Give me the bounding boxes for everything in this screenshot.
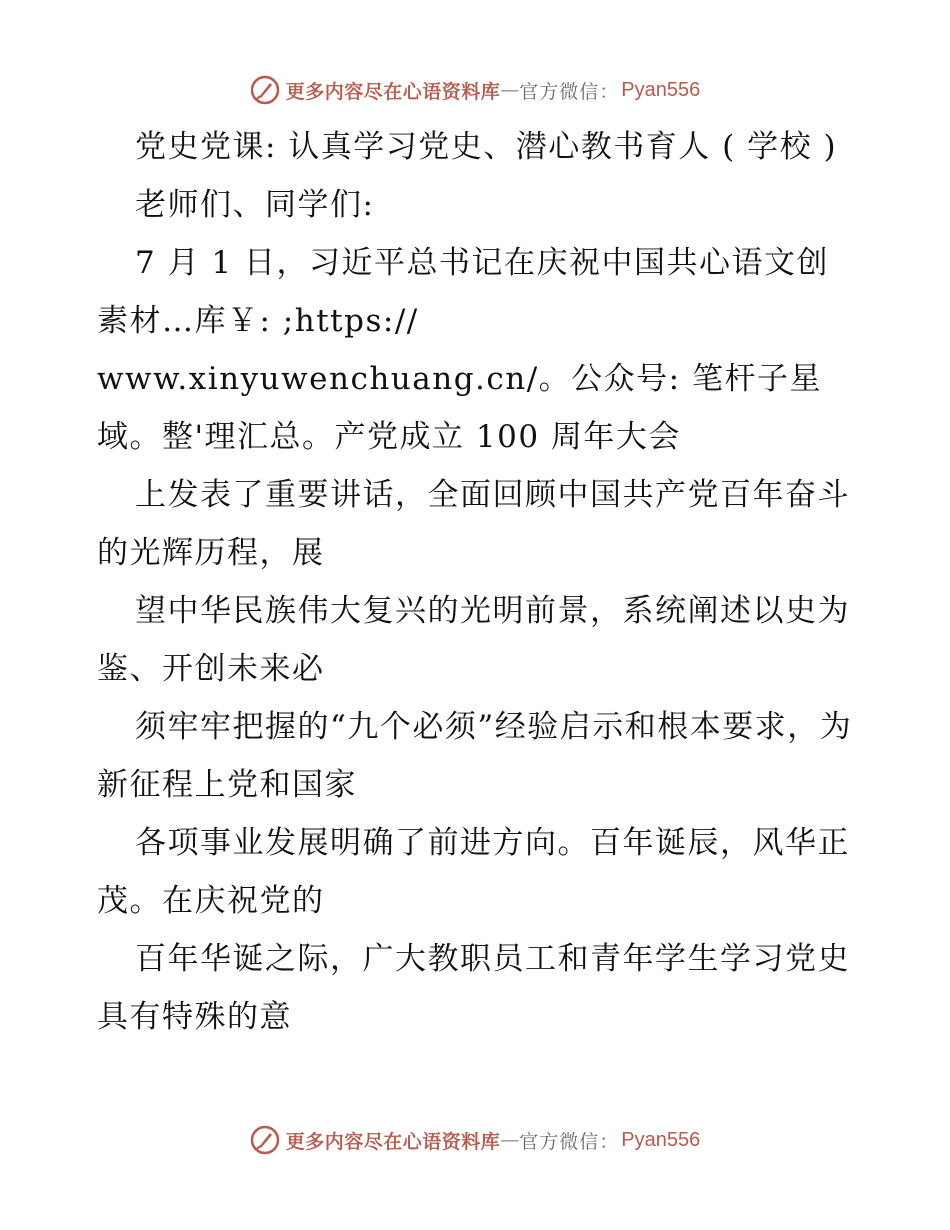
banner-wechat-id: Pyan556 [621, 1128, 701, 1151]
banner-wechat-label: 官方微信： [519, 1130, 620, 1153]
document-salutation: 老师们、同学们: [135, 187, 375, 223]
banner-main-text: 更多内容尽在心语资料库 [285, 80, 501, 103]
header-banner [0, 70, 950, 110]
document-title: 党史党课: 认真学习党史、潜心教书育人 ( 学校 ) [135, 129, 838, 165]
paragraph: 须牢牢把握的“九个必须”经验启示和根本要求，为新征程上党和国家 [97, 709, 853, 803]
paragraph: www.xinyuwenchuang.cn/。公众号: 笔杆子星域。整'理汇总。产党成立 100 周年大会 [97, 361, 822, 455]
document-body [97, 118, 857, 1046]
banner-main-text: 更多内容尽在心语资料库 [285, 1130, 501, 1153]
footer-banner [0, 1120, 950, 1160]
paragraph: 百年华诞之际，广大教职员工和青年学生学习党史具有特殊的意 [97, 941, 850, 1035]
banner-wechat-id: Pyan556 [621, 78, 701, 101]
paragraph: 上发表了重要讲话，全面回顾中国共产党百年奋斗的光辉历程，展 [97, 477, 850, 571]
feather-seal-icon [250, 1125, 280, 1155]
banner-dash: — [500, 1129, 520, 1151]
banner-dash: — [500, 79, 520, 101]
banner-wechat-label: 官方微信： [519, 80, 620, 103]
paragraph: 7 月 1 日，习近平总书记在庆祝中国共心语文创素材…库￥: ;https:// [97, 245, 830, 339]
feather-seal-icon [250, 75, 280, 105]
paragraph: 望中华民族伟大复兴的光明前景，系统阐述以史为鉴、开创未来必 [97, 593, 850, 687]
paragraph: 各项事业发展明确了前进方向。百年诞辰，风华正茂。在庆祝党的 [97, 825, 850, 919]
